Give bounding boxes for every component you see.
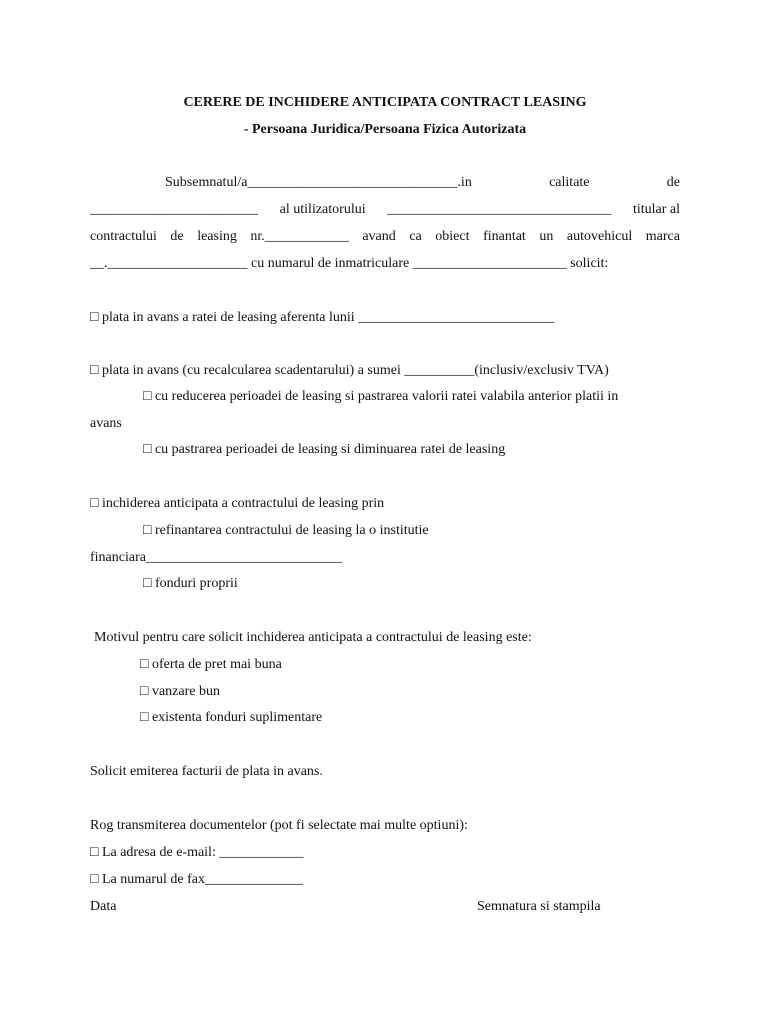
- option-refinancing[interactable]: □ refinantarea contractului de leasing la o institutie: [143, 523, 429, 538]
- reason-asset-sale[interactable]: □ vanzare bun: [140, 684, 220, 699]
- intro-text: al utilizatorului: [279, 202, 366, 217]
- signature-label: Semnatura si stampila: [477, 899, 601, 914]
- option-advance-recalc[interactable]: □ plata in avans (cu recalcularea scadentarului) a sumei __________(inclusiv/exclusiv TVA): [90, 363, 609, 378]
- intro-text: avand: [362, 229, 396, 244]
- intro-line-1: [165, 175, 680, 191]
- document-title: CERERE DE INCHIDERE ANTICIPATA CONTRACT LEASING: [183, 95, 587, 110]
- intro-text: ________________________________: [387, 202, 612, 217]
- option-keep-period[interactable]: □ cu pastrarea perioadei de leasing si diminuarea ratei de leasing: [143, 442, 506, 457]
- intro-line-3: [90, 229, 680, 245]
- reason-heading: Motivul pentru care solicit inchiderea anticipata a contractului de leasing este:: [94, 630, 532, 645]
- invoice-request: Solicit emiterea facturii de plata in avans.: [90, 764, 323, 779]
- intro-text: un: [539, 229, 554, 244]
- intro-text: marca: [645, 229, 680, 244]
- intro-text: autovehicul: [566, 229, 633, 244]
- option-reduce-period[interactable]: □ cu reducerea perioadei de leasing si pastrarea valorii ratei valabila anterior platii in: [143, 389, 619, 404]
- intro-text: contractului: [90, 229, 157, 244]
- option-early-close[interactable]: □ inchiderea anticipata a contractului de leasing prin: [90, 496, 385, 511]
- intro-text: titular al: [632, 202, 680, 217]
- reason-extra-funds[interactable]: □ existenta fonduri suplimentare: [140, 710, 323, 725]
- intro-text: nr.____________: [250, 229, 349, 244]
- intro-text: leasing: [197, 229, 237, 244]
- intro-text: de: [170, 229, 184, 244]
- transmit-email[interactable]: □ La adresa de e-mail: ____________: [90, 845, 304, 860]
- intro-text: de: [666, 175, 680, 190]
- date-label: Data: [90, 899, 117, 914]
- document-subtitle: - Persoana Juridica/Persoana Fizica Autorizata: [243, 122, 527, 137]
- intro-text: obiect: [435, 229, 470, 244]
- intro-text: calitate: [549, 175, 590, 190]
- intro-text: finantat: [483, 229, 526, 244]
- transmit-heading: Rog transmiterea documentelor (pot fi selectate mai multe optiuni):: [90, 818, 468, 833]
- option-reduce-period-cont: avans: [90, 416, 122, 431]
- intro-line-2: [90, 202, 680, 218]
- option-refinancing-cont: financiara____________________________: [90, 550, 342, 565]
- option-own-funds[interactable]: □ fonduri proprii: [143, 576, 238, 591]
- intro-text: ________________________: [90, 202, 258, 217]
- transmit-fax[interactable]: □ La numarul de fax______________: [90, 872, 303, 887]
- intro-line-4: __.____________________ cu numarul de inmatriculare ______________________ solicit:: [90, 256, 609, 271]
- reason-better-offer[interactable]: □ oferta de pret mai buna: [140, 657, 282, 672]
- intro-text: Subsemnatul/a______________________________.in: [165, 175, 472, 190]
- option-monthly-advance[interactable]: □ plata in avans a ratei de leasing aferenta lunii ____________________________: [90, 310, 555, 325]
- intro-text: ca: [409, 229, 422, 244]
